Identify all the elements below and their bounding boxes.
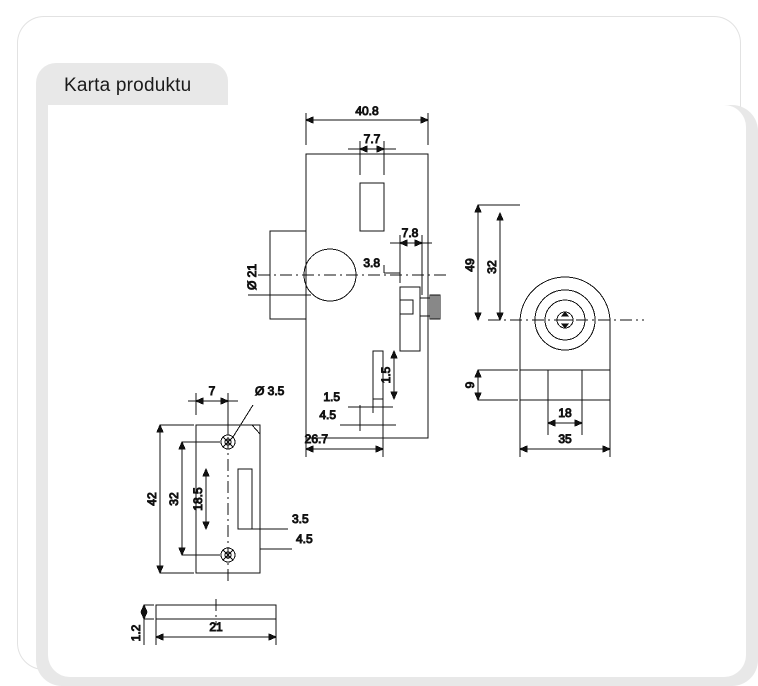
dim-1-5-vertical: 1.5	[379, 366, 393, 384]
dim-1-5-horizontal: 1.5	[323, 390, 340, 404]
product-card	[18, 17, 740, 669]
dim-35: 35	[558, 432, 572, 446]
drawing-panel	[36, 105, 758, 686]
dim-4-5-top: 4.5	[319, 408, 336, 422]
dim-40-8: 40.8	[355, 105, 379, 118]
dim-18-5: 18.5	[191, 487, 205, 511]
drawing-sheet	[48, 105, 746, 677]
dim-3-8: 3.8	[363, 256, 380, 270]
dim-diameter-21: Ø 21	[245, 263, 259, 290]
page-title: Karta produktu	[64, 75, 192, 96]
dim-42: 42	[145, 492, 159, 506]
dim-diameter-3-5: Ø 3.5	[255, 384, 285, 398]
dim-4-5-plate: 4.5	[296, 532, 313, 546]
dim-18: 18	[558, 406, 572, 420]
dim-1-2: 1.2	[129, 624, 143, 642]
dim-7: 7	[208, 384, 216, 398]
dim-21: 21	[209, 620, 223, 634]
dim-32-plate: 32	[167, 492, 181, 506]
dim-32-right: 32	[485, 260, 499, 274]
dim-7-7: 7.7	[363, 132, 381, 146]
dim-3-5: 3.5	[292, 512, 309, 526]
technical-drawing	[48, 105, 746, 677]
dim-9: 9	[463, 381, 477, 389]
dim-7-8: 7.8	[401, 226, 419, 240]
dim-49: 49	[463, 258, 477, 272]
dim-26-7: 26.7	[304, 432, 328, 446]
